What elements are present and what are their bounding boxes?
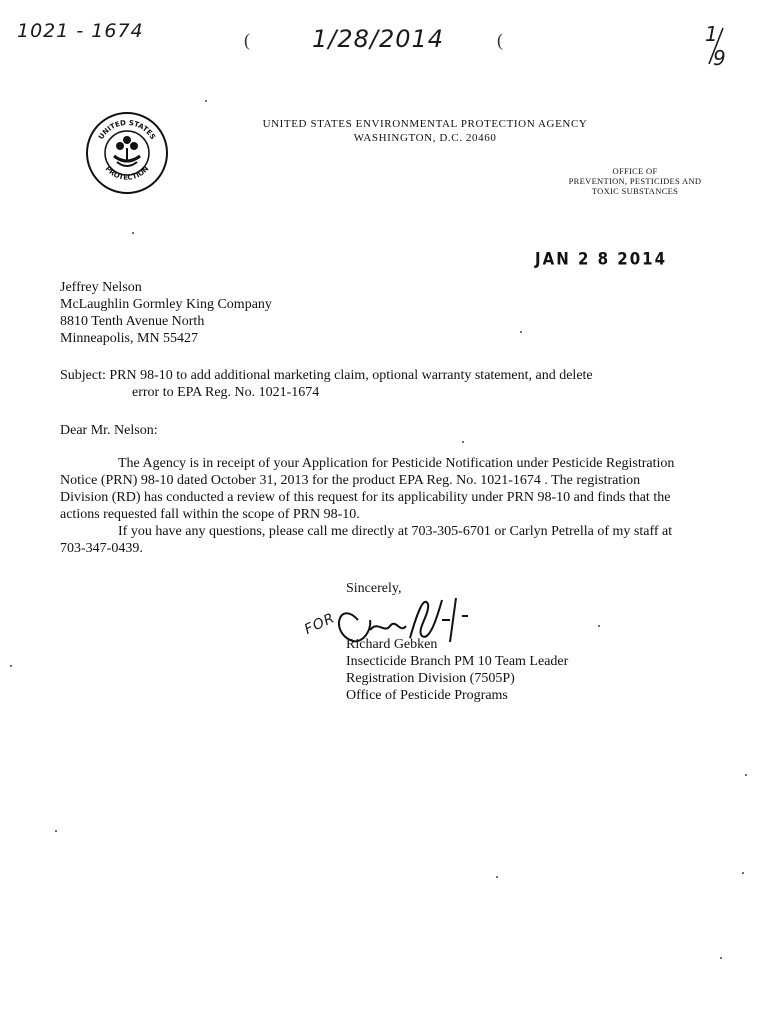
scan-speck [745,774,747,776]
agency-address: WASHINGTON, D.C. 20460 [353,132,497,144]
scan-mark-right: ( [497,30,503,50]
signer-name: Richard Gebken [346,637,438,652]
recipient-name: Jeffrey Nelson [60,280,142,295]
signature-block [346,636,568,704]
page-fraction-bottom: 9 [713,46,727,70]
signer-division: Registration Division (7505P) [346,671,515,686]
scan-speck [132,232,134,234]
page-fraction [703,22,727,70]
svg-text:PROTECTION [104,165,151,182]
scan-speck [496,876,498,878]
agency-name: UNITED STATES ENVIRONMENTAL PROTECTION AGENCY [262,118,588,130]
date-stamp: JAN 2 8 2014 [535,248,668,270]
letter-body [60,455,675,557]
scan-speck [205,100,207,102]
office-name [560,166,710,196]
handwritten-date: 1/28/2014 [312,25,445,53]
office-line-3: TOXIC SUBSTANCES [591,186,679,196]
page-fraction-top: 1 [705,22,719,46]
recipient-city: Minneapolis, MN 55427 [60,331,199,346]
subject-line-1: Subject: PRN 98-10 to add additional marketing claim, optional warranty statement, and delete [60,368,593,383]
handwritten-reg-number: 1021 - 1674 [17,20,144,42]
scan-mark-left: ( [244,30,250,50]
scan-speck [598,625,600,627]
signer-title: Insecticide Branch PM 10 Team Leader [346,654,569,669]
scan-speck [720,957,722,959]
office-line-1: OFFICE OF [612,166,658,176]
scan-speck [520,331,522,333]
seal-text-top: UNITED STATES [97,118,157,141]
recipient-company: McLaughlin Gormley King Company [60,297,272,312]
recipient-address [60,279,272,347]
body-paragraph-2: If you have any questions, please call me directly at 703-305-6701 or Carlyn Petrella of my staff at 703-347-0439. [60,524,673,556]
subject-line [60,367,700,401]
subject-line-2: error to EPA Reg. No. 1021-1674 [132,385,320,400]
epa-seal [84,110,170,196]
scan-speck [742,872,744,874]
closing: Sincerely, [346,581,402,596]
salutation: Dear Mr. Nelson: [60,423,158,438]
signer-office: Office of Pesticide Programs [346,688,508,703]
letterhead [180,117,670,145]
scan-speck [462,441,464,443]
seal-text-bottom: PROTECTION [103,164,151,182]
body-paragraph-1: The Agency is in receipt of your Application for Pesticide Notification under Pesticide Registration Notice (PRN) 98-10 dated October 31, 2013 for the product EPA Reg. No. 1021-1674 . The registration Division (RD) has conducted a review of this request for its applicability under PRN 98-10 and finds that the actions requested fall within the scope of PRN 98-10. [60,456,675,522]
handwritten-initials: FOR [302,610,338,638]
scan-speck [10,665,12,667]
scan-speck [55,830,57,832]
office-line-2: PREVENTION, PESTICIDES AND [568,176,702,186]
recipient-street: 8810 Tenth Avenue North [60,314,205,329]
